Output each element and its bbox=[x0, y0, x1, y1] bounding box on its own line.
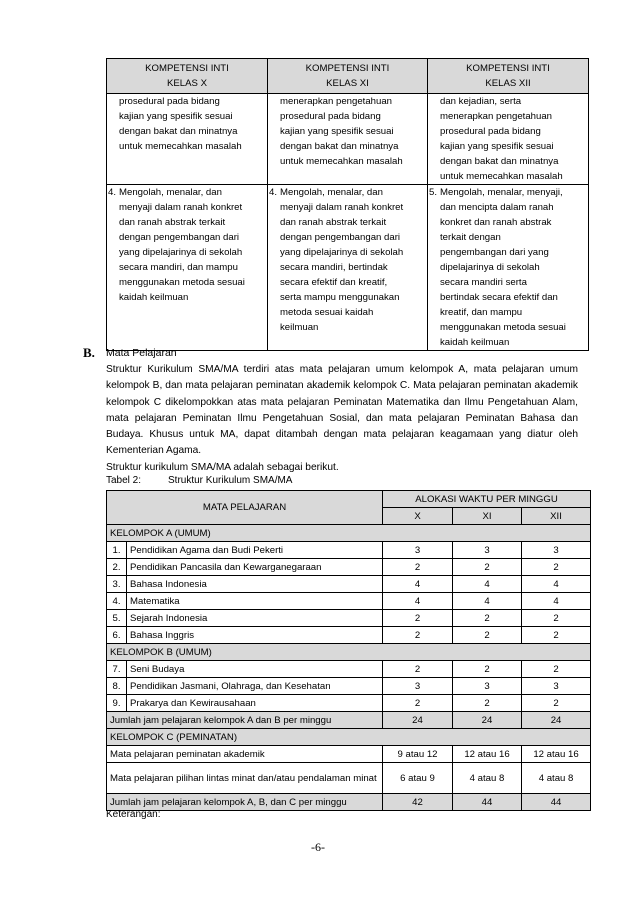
ki-cont-xi: menerapkan pengetahuan prosedural pada bidang kajian yang spesifik sesuai dengan bakat dan minatnya untuk memecahkan masalah bbox=[280, 96, 403, 167]
ki-cont-xii: dan kejadian, serta menerapkan pengetahuan prosedural pada bidang kajian yang spesifik sesuai dengan bakat dan minatnya untuk memecahkan masalah bbox=[440, 96, 563, 182]
table-row: 9. Prakarya dan Kewirausahaan 2 2 2 bbox=[107, 695, 591, 712]
table-row: 2. Pendidikan Pancasila dan Kewarganegaraan 2 2 2 bbox=[107, 559, 591, 576]
table-row: 1. Pendidikan Agama dan Budi Pekerti 3 3 3 bbox=[107, 542, 591, 559]
struktur-kurikulum-table bbox=[106, 490, 591, 811]
table-label: Tabel 2: bbox=[106, 475, 142, 486]
ki-point-xii: 5. Mengolah, menalar, menyaji, dan mencipta dalam ranah konkret dan ranah abstrak terkait dengan pengembangan dari yang dipelajarinya di sekolah secara mandiri serta bertindak secara efektif dan kreatif, dan mampu menggunakan metoda sesuai kaidah keilmuan bbox=[429, 187, 566, 348]
group-c-heading: KELOMPOK C (PEMINATAN) bbox=[107, 729, 591, 746]
kompetensi-inti-table bbox=[106, 58, 589, 351]
grade-x: X bbox=[383, 508, 453, 525]
section-letter: B. bbox=[83, 345, 95, 360]
peminatan-row: Mata pelajaran peminatan akademik 9 atau 12 12 atau 16 12 atau 16 bbox=[107, 746, 591, 763]
ki-header-xi: KOMPETENSI INTI KELAS XI bbox=[268, 59, 428, 94]
table-row: 7. Seni Budaya 2 2 2 bbox=[107, 661, 591, 678]
ki-point-row bbox=[107, 185, 589, 351]
ki-header-xii: KOMPETENSI INTI KELAS XII bbox=[428, 59, 589, 94]
paragraph-main: Struktur Kurikulum SMA/MA terdiri atas mata pelajaran umum kelompok A, mata pelajaran umum kelompok B, dan mata pelajaran peminatan akademik kelompok C. Mata pelajaran peminatan akademik kelompok C dikelompokkan atas mata pelajaran Peminatan Matematika dan Ilmu Pengetahuan Alam, mata pelajaran Peminatan Ilmu Pengetahuan Sosial, dan mata pelajaran Peminatan Bahasa dan Budaya. Khusus untuk MA, dapat ditambah dengan mata pelajaran keagamaan yang diatur oleh Kementerian Agama. bbox=[106, 364, 578, 457]
table-header-row bbox=[107, 491, 591, 508]
lintas-minat-row: Mata pelajaran pilihan lintas minat dan/atau pendalaman minat 6 atau 9 4 atau 8 4 atau 8 bbox=[107, 763, 591, 794]
group-a-heading: KELOMPOK A (UMUM) bbox=[107, 525, 591, 542]
page-number: -6- bbox=[311, 840, 325, 854]
paragraph-follow: Struktur kurikulum SMA/MA adalah sebagai berikut. bbox=[106, 461, 339, 473]
ki-cont-x: prosedural pada bidang kajian yang spesifik sesuai dengan bakat dan minatnya untuk memecahkan masalah bbox=[119, 96, 242, 152]
table-row: 6. Bahasa Inggris 2 2 2 bbox=[107, 627, 591, 644]
grade-xi: XI bbox=[453, 508, 522, 525]
ki-header-x: KOMPETENSI INTI KELAS X bbox=[107, 59, 268, 94]
table-row: 3. Bahasa Indonesia 4 4 4 bbox=[107, 576, 591, 593]
header-alloc: ALOKASI WAKTU PER MINGGU bbox=[383, 491, 591, 508]
table-row: 8. Pendidikan Jasmani, Olahraga, dan Kesehatan 3 3 3 bbox=[107, 678, 591, 695]
total-abc-row: Jumlah jam pelajaran kelompok A, B, dan C per minggu 42 44 44 bbox=[107, 794, 591, 811]
grade-xii: XII bbox=[522, 508, 591, 525]
ki-point-x: 4. Mengolah, menalar, dan menyaji dalam ranah konkret dan ranah abstrak terkait dengan pengembangan dari yang dipelajarinya di sekolah secara mandiri, dan mampu menggunakan metoda sesuai kaidah keilmuan bbox=[108, 187, 245, 303]
ki-header-row bbox=[107, 59, 589, 94]
total-ab-row: Jumlah jam pelajaran kelompok A dan B per minggu 24 24 24 bbox=[107, 712, 591, 729]
group-b-heading: KELOMPOK B (UMUM) bbox=[107, 644, 591, 661]
keterangan-label: Keterangan: bbox=[106, 809, 161, 820]
section-title: Mata Pelajaran bbox=[106, 347, 177, 359]
ki-point-xi: 4. Mengolah, menalar, dan menyaji dalam ranah konkret dan ranah abstrak terkait dengan pengembangan dari yang dipelajarinya di sekolah secara mandiri, bertindak secara efektif dan kreatif, serta mampu menggunakan metoda sesuai kaidah keilmuan bbox=[269, 187, 404, 333]
table-row: 5. Sejarah Indonesia 2 2 2 bbox=[107, 610, 591, 627]
section-paragraph bbox=[106, 362, 578, 476]
header-subject: MATA PELAJARAN bbox=[107, 491, 383, 525]
table-row: 4. Matematika 4 4 4 bbox=[107, 593, 591, 610]
table-caption: Struktur Kurikulum SMA/MA bbox=[168, 475, 293, 486]
ki-continuation-row bbox=[107, 94, 589, 185]
